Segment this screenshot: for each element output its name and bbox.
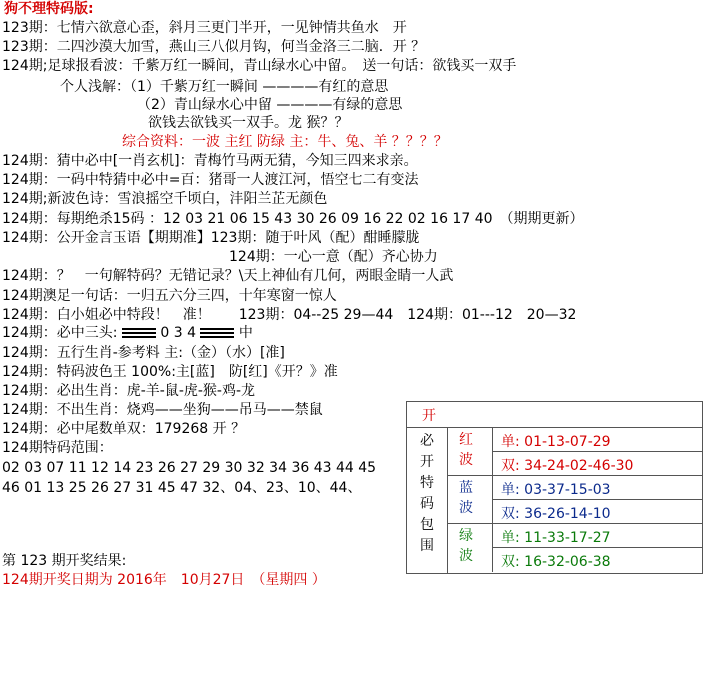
page-title: 狗不理特码版: [4, 1, 94, 17]
red-even-text [501, 455, 633, 475]
box-header-label: 开 [422, 408, 436, 424]
line-interpret-2: （2）青山绿水心中留 ————有绿的意思 [137, 97, 403, 113]
line-guess: 124期：猜中必中[一肖玄机]：青梅竹马两无猜，今知三四来求亲。 [2, 153, 418, 169]
row-value: 34-24-02-46-30 [524, 458, 634, 474]
line-kill-15: 124期：每期绝杀15码 ：12 03 21 06 15 43 30 26 09 16 22 02 16 17 40 （期期更新） [2, 211, 584, 227]
three-heads-digits: 0 3 4 [160, 325, 196, 341]
row-label: 双: [501, 506, 520, 522]
green-wave-group [448, 524, 493, 572]
row-label: 单: [501, 482, 520, 498]
row-value: 36-26-14-10 [524, 506, 611, 522]
triple-bar-icon [200, 326, 234, 340]
red-wave-name: 红 [459, 432, 473, 448]
blue-even-row [493, 500, 702, 524]
blue-odd-row [493, 476, 702, 500]
line-one-sentence: 124期：？ 一句解特码？无错记录？\天上神仙有几何，两眼金睛一人武 [2, 268, 454, 284]
blue-even-text [501, 503, 611, 523]
line-draw-date: 124期开奖日期为 2016年 10月27日 （星期四 ） [2, 572, 326, 588]
red-odd-text [501, 431, 611, 451]
line-white-lady: 124期：白小姐必中特段！ 准！ 123期：04--25 29—44 124期：01---12 20—32 [2, 307, 577, 323]
red-wave-group [448, 428, 493, 476]
row-label: 双: [501, 458, 520, 474]
line-three-heads [2, 324, 253, 343]
line-five-elements: 124期：五行生肖-参考料 主:（金）（水）[准] [2, 345, 285, 361]
side-label-char: 特 [420, 475, 434, 491]
line-one-code: 124期：一码中特猜中必中=百：猪哥一人渡江河，悟空七二有变法 [2, 172, 419, 188]
line-summary: 综合资料：一波 主红 防绿 主：牛、兔、羊 ？？？？ [122, 134, 448, 150]
green-odd-text [501, 527, 611, 547]
side-label-char: 包 [420, 517, 434, 533]
line-football: 124期;足球报看波：千紫万红一瞬间，青山绿水心中留。 送一句话：欲钱买一双手 [2, 58, 517, 74]
line-range-numbers-1: 02 03 07 11 12 14 23 26 27 29 30 32 34 36 43 44 45 [2, 460, 377, 476]
line-wave-king: 124期：特码波色王 100%:主[蓝] 防[红]《开？》准 [2, 364, 338, 380]
line-range-numbers-2: 46 01 13 25 26 27 31 45 47 32、04、23、10、44、 [2, 480, 362, 496]
line-must-zodiac: 124期：必出生肖：虎-羊-鼠-虎-猴-鸡-龙 [2, 383, 256, 399]
blue-wave-name: 波 [459, 500, 473, 516]
box-side-label [407, 428, 448, 573]
line-golden-words: 124期：公开金言玉语【期期准】123期：随于叶风（配）酣睡朦胧 [2, 230, 420, 246]
side-label-char: 码 [420, 496, 434, 512]
row-value: 01-13-07-29 [524, 434, 611, 450]
green-wave-name: 波 [459, 548, 473, 564]
side-label-char: 开 [420, 454, 434, 470]
wave-range-box [406, 401, 703, 574]
row-value: 16-32-06-38 [524, 554, 611, 570]
three-heads-suffix: 中 [238, 325, 253, 341]
row-value: 11-33-17-27 [524, 530, 611, 546]
green-wave-name: 绿 [459, 528, 473, 544]
green-odd-row [493, 524, 702, 548]
blue-odd-text [501, 479, 611, 499]
side-label-char: 围 [420, 538, 434, 554]
line-interpret-1: 个人浅解：（1）千紫万红一瞬间 ————有红的意思 [60, 79, 389, 95]
line-tail-number: 124期：必中尾数单双：179268 开 ？ [2, 421, 246, 437]
blue-wave-group [448, 476, 493, 524]
line-interpret-3: 欲钱去欲钱买一双手。龙 猴？？ [148, 115, 349, 131]
box-header [407, 402, 702, 428]
row-label: 单: [501, 434, 520, 450]
side-label-char: 必 [420, 433, 434, 449]
triple-bar-icon [122, 326, 156, 340]
red-wave-name: 波 [459, 452, 473, 468]
blue-wave-name: 蓝 [459, 480, 473, 496]
line-golden-words-2: 124期：一心一意（配）齐心协力 [229, 249, 438, 265]
line-wave-poem: 124期;新波色诗：雪浪摇空千顷白，沣阳兰芷无颜色 [2, 191, 328, 207]
line-123-a: 123期：七情六欲意心歪，斜月三更门半开，一见钟情共鱼水 开 [2, 20, 407, 36]
row-value: 03-37-15-03 [524, 482, 611, 498]
red-even-row [493, 452, 702, 476]
line-123-b: 123期：二四沙漠大加雪，燕山三八似月钩，何当金洛三二脑．开 ？ [2, 39, 426, 55]
red-odd-row [493, 428, 702, 452]
line-code-range: 124期特码范围： [2, 440, 113, 456]
three-heads-label: 124期：必中三头: [2, 325, 118, 341]
row-label: 双: [501, 554, 520, 570]
green-even-row [493, 548, 702, 571]
line-result-123: 第 123 期开奖结果: [2, 553, 127, 569]
line-macau: 124期澳足一句话：一归五六分三四，十年寒窗一惊人 [2, 288, 337, 304]
green-even-text [501, 551, 611, 571]
line-no-zodiac: 124期：不出生肖：烧鸡——坐狗——吊马——禁鼠 [2, 402, 323, 418]
row-label: 单: [501, 530, 520, 546]
